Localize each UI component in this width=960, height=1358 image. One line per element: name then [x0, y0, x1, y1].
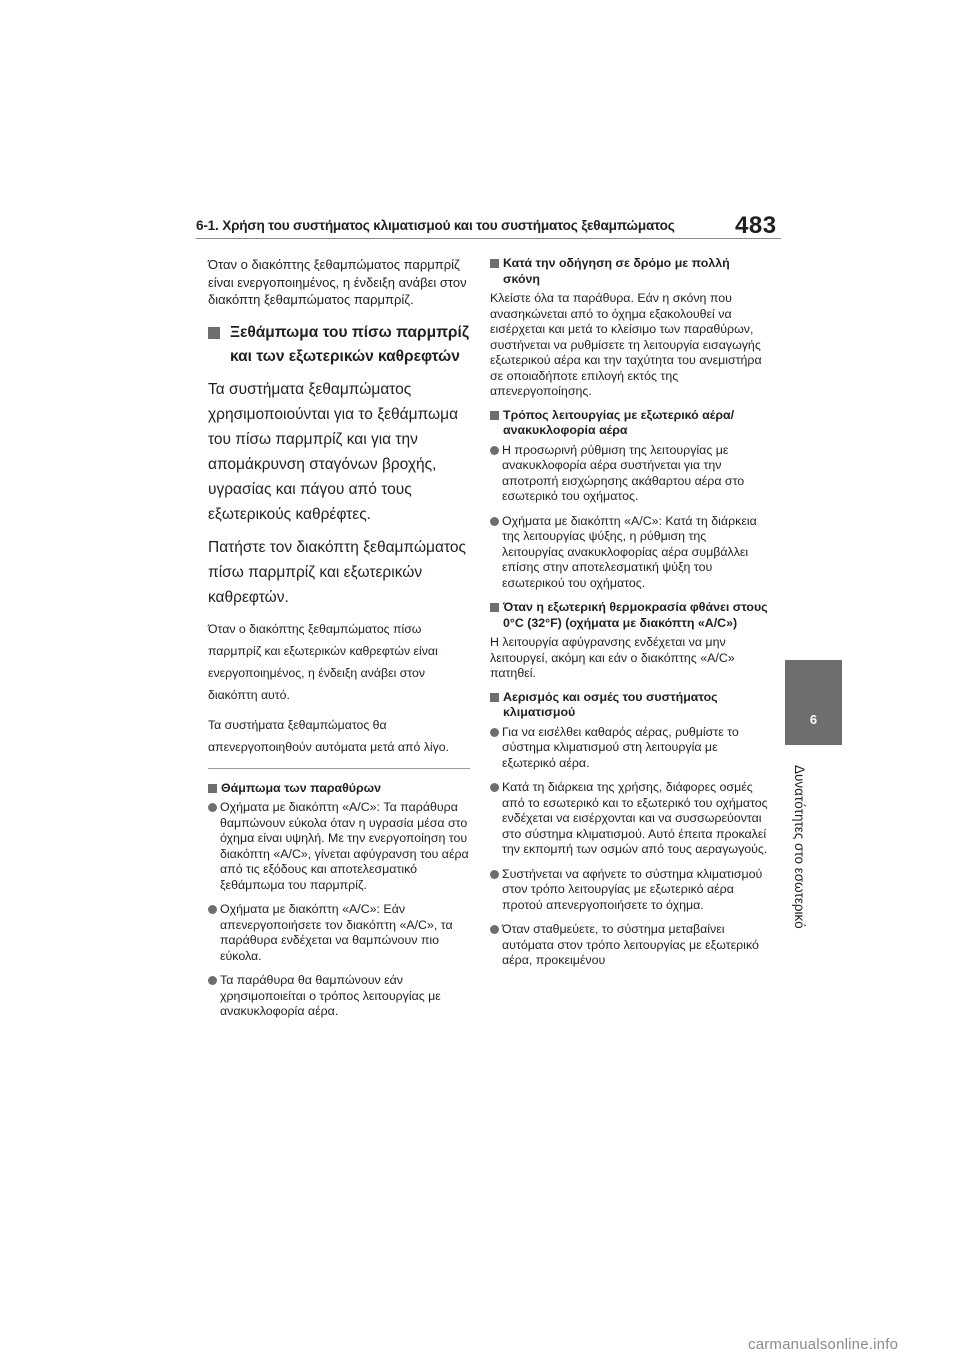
circle-bullet-icon [208, 976, 217, 985]
right-column [490, 256, 770, 978]
running-header: 6-1. Χρήση του συστήματος κλιματισμού και του συστήματος ξεθαμπώματος [196, 218, 675, 233]
circle-bullet-icon [208, 905, 217, 914]
sub-heading [490, 690, 770, 721]
section-divider [208, 768, 470, 769]
sub-heading-text: Τρόπος λειτουργίας με εξωτερικό αέρα/ανακυκλοφορία αέρα [503, 407, 735, 437]
sub-heading [490, 256, 770, 287]
section-heading-text: Ξεθάμπωμα του πίσω παρμπρίζ και των εξωτερικών καθρεφτών [230, 323, 469, 365]
body-paragraph: Όταν ο διακόπτης ξεθαμπώματος πίσω παρμπρίζ και εξωτερικών καθρεφτών είναι ενεργοποιημένος, η ένδειξη ανάβει στον διακόπτη αυτό. [208, 621, 438, 702]
circle-bullet-icon [490, 517, 499, 526]
circle-bullet-icon [490, 925, 499, 934]
sub-heading-text: Θάμπωμα των παραθύρων [221, 780, 382, 795]
list-item-text: Για να εισέλθει καθαρός αέρας, ρυθμίστε το σύστημα κλιματισμού στη λειτουργία με εξωτερικό αέρα. [502, 724, 739, 770]
list-item-text: Κατά τη διάρκεια της χρήσης, διάφορες οσμές από το εσωτερικό και το εξωτερικό του οχήματος ενδέχεται να εισέρχονται και να συσσωρεύονται στο σύστημα κλιματισμού. Αυτό έπειτα προκαλεί την εκπομπή των οσμών από τους αεραγωγούς. [502, 780, 768, 856]
square-bullet-icon [490, 259, 499, 268]
list-item [208, 800, 470, 893]
circle-bullet-icon [490, 728, 499, 737]
sub-heading [490, 408, 770, 439]
circle-bullet-icon [490, 870, 499, 879]
watermark: carmanualsonline.info [748, 1336, 899, 1353]
left-column [208, 256, 470, 1029]
list-item-text: Τα παράθυρα θα θαμπώνουν εάν χρησιμοποιείται ο τρόπος λειτουργίας με ανακυκλοφορία αέρα. [220, 973, 441, 1018]
chapter-label-text: Δυνατότητες στο εσωτερικό [792, 765, 807, 929]
body-paragraph: Η λειτουργία αφύγρανσης ενδέχεται να μην λειτουργεί, ακόμη και εάν ο διακόπτης «A/C» πατηθεί. [490, 635, 735, 680]
section-heading [208, 321, 470, 369]
sub-heading [208, 781, 470, 797]
sub-heading-text: Κατά την οδήγηση σε δρόμο με πολλή σκόνη [503, 256, 730, 286]
circle-bullet-icon [490, 446, 499, 455]
list-item-text: Συστήνεται να αφήνετε το σύστημα κλιματισμού στον τρόπο λειτουργίας με εξωτερικό αέρα προτού απενεργοποιήσετε το όχημα. [502, 866, 763, 912]
list-item [490, 867, 770, 914]
list-item [208, 902, 470, 964]
page-number: 483 [735, 212, 777, 239]
square-bullet-icon [208, 784, 217, 793]
sub-heading [490, 600, 770, 631]
chapter-number: 6 [809, 712, 818, 727]
body-paragraph: Τα συστήματα ξεθαμπώματος χρησιμοποιούνται για το ξεθάμπωμα του πίσω παρμπρίζ και για την απομάκρυνση σταγόνων βροχής, υγρασίας και πάγου από τους εξωτερικούς καθρέφτες. [208, 380, 459, 523]
chapter-tab [785, 660, 842, 745]
circle-bullet-icon [208, 803, 217, 812]
list-item [490, 780, 770, 858]
intro-paragraph: Όταν ο διακόπτης ξεθαμπώματος παρμπρίζ είναι ενεργοποιημένος, η ένδειξη ανάβει στον διακόπτη ξεθαμπώματος παρμπρίζ. [208, 257, 467, 307]
circle-bullet-icon [490, 783, 499, 792]
body-paragraph: Κλείστε όλα τα παράθυρα. Εάν η σκόνη που ανασηκώνεται από το όχημα εξακολουθεί να εισέρχεται και μετά το κλείσιμο των παραθύρων, συστήνεται να ρυθμίσετε τη λειτουργία εισαγωγής εξωτερικού αέρα και την ταχύτητα του ανεμιστήρα σε οποιαδήποτε επιλογή εκτός της απενεργοποίησης. [490, 291, 762, 398]
square-bullet-icon [490, 603, 499, 612]
list-item [490, 443, 770, 505]
list-item-text: Η προσωρινή ρύθμιση της λειτουργίας με ανακυκλοφορία αέρα συστήνεται για την αποτροπή εισχώρησης ακάθαρτου αέρα στο εσωτερικό του οχήματος. [502, 442, 745, 503]
list-item-text: Οχήματα με διακόπτη «A/C»: Εάν απενεργοποιήσετε τον διακόπτη «A/C», τα παράθυρα ενδέχεται να θαμπώνουν πιο εύκολα. [220, 902, 453, 963]
sub-heading-text: Αερισμός και οσμές του συστήματος κλιματισμού [503, 689, 718, 719]
body-paragraph: Τα συστήματα ξεθαμπώματος θα απενεργοποιηθούν αυτόματα μετά από λίγο. [208, 717, 450, 754]
body-paragraph: Πατήστε τον διακόπτη ξεθαμπώματος πίσω παρμπρίζ και εξωτερικών καθρεφτών. [208, 538, 466, 606]
sub-heading-text: Όταν η εξωτερική θερμοκρασία φθάνει στους 0°C (32°F) (οχήματα με διακόπτη «A/C») [503, 600, 768, 630]
list-item-text: Οχήματα με διακόπτη «A/C»: Τα παράθυρα θαμπώνουν εύκολα όταν η υγρασία μέσα στο όχημα είναι υψηλή. Με την ενεργοποίηση του διακόπτη «A/C», γίνεται αφύγρανση του αέρα από τις εξόδους και αποτελεσματικό ξεθάμπωμα του παρμπρίζ. [220, 800, 469, 892]
header-divider [196, 238, 781, 239]
list-item [490, 922, 770, 969]
square-bullet-icon [208, 327, 220, 339]
square-bullet-icon [490, 411, 499, 420]
list-item-text: Όταν σταθμεύετε, το σύστημα μεταβαίνει αυτόματα στον τρόπο λειτουργίας με εξωτερικό αέρα, προκειμένου [502, 922, 759, 967]
square-bullet-icon [490, 693, 499, 702]
list-item [490, 725, 770, 772]
chapter-label [792, 765, 806, 955]
list-item [208, 973, 470, 1020]
list-item-text: Οχήματα με διακόπτη «A/C»: Κατά τη διάρκεια της λειτουργίας ψύξης, η ρύθμιση της λειτουργίας ανακυκλοφορίας αέρα συμβάλλει επίσης στην αποτελεσματική ψύξη του εσωτερικού του οχήματος. [502, 513, 757, 590]
list-item [490, 514, 770, 592]
